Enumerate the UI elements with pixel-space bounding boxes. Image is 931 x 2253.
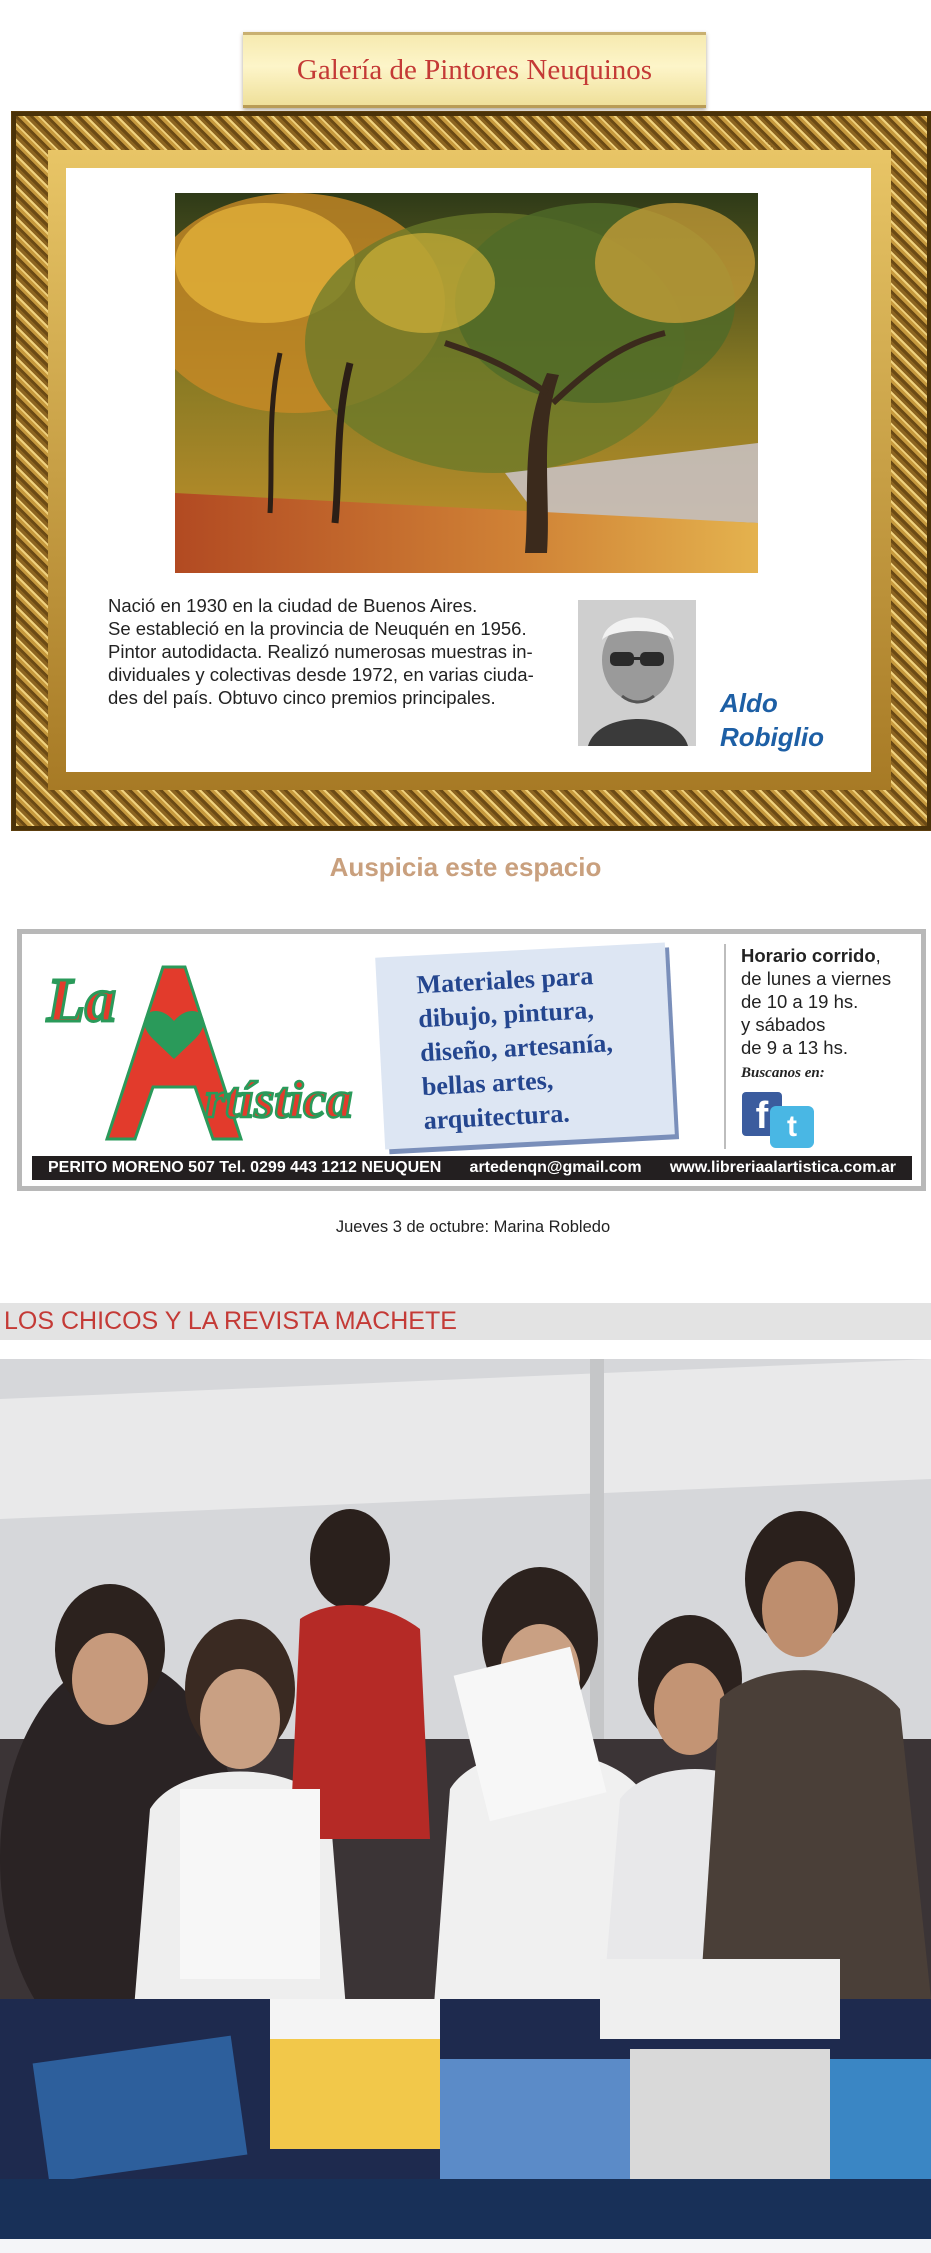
photo-image xyxy=(0,1359,931,2239)
bio-line: Se estableció en la provincia de Neuquén en 1956. xyxy=(108,618,527,639)
materials-line: diseño, artesanía, xyxy=(419,1028,614,1068)
page-bottom-strip xyxy=(0,2239,931,2253)
logo-la: La xyxy=(47,967,116,1035)
bio-line: dividuales y colectivas desde 1972, en varias ciuda- xyxy=(108,664,534,685)
painting-image xyxy=(175,193,758,573)
twitter-icon[interactable]: t xyxy=(770,1106,814,1148)
bio-line: Nació en 1930 en la ciudad de Buenos Aires. xyxy=(108,595,478,616)
painter-biography xyxy=(108,594,568,709)
facebook-icon[interactable]: f xyxy=(742,1092,782,1136)
book-fair-photo xyxy=(0,1359,931,2239)
ad-contact-bar xyxy=(32,1156,912,1180)
landscape-painting xyxy=(175,193,758,573)
painter-last-name: Robiglio xyxy=(720,722,824,752)
hours-line: y sábados xyxy=(741,1014,826,1035)
event-announcement: Jueves 3 de octubre: Marina Robledo xyxy=(335,1218,611,1236)
store-website[interactable]: www.libreriaalartistica.com.ar xyxy=(669,1159,896,1176)
bio-line: des del país. Obtuvo cinco premios principales. xyxy=(108,687,496,708)
materials-line: bellas artes, xyxy=(421,1065,554,1102)
ad-divider xyxy=(724,944,726,1149)
hours-line: de lunes a viernes xyxy=(741,968,892,989)
store-hours: Horario corrido, de lunes a viernes de 10 a 19 hs. y sábados de 9 a 13 hs. xyxy=(741,944,921,1059)
la-artistica-logo xyxy=(45,947,375,1147)
logo-image xyxy=(45,947,375,1147)
bio-line: Pintor autodidacta. Realizó numerosas muestras in- xyxy=(108,641,533,662)
painter-first-name: Aldo xyxy=(720,688,778,718)
gallery-title: Galería de Pintores Neuquinos xyxy=(296,53,653,86)
store-address: PERITO MORENO 507 Tel. 0299 443 1212 NEUQUEN xyxy=(48,1159,442,1176)
materials-list xyxy=(416,956,665,1138)
hours-line: de 10 a 19 hs. xyxy=(741,991,859,1012)
gallery-title-banner xyxy=(243,32,706,108)
sponsor-heading: Auspicia este espacio xyxy=(329,852,602,882)
social-label: Buscanos en: xyxy=(741,1065,825,1081)
hours-heading: Horario corrido xyxy=(741,945,876,966)
store-email[interactable]: artedenqn@gmail.com xyxy=(469,1159,642,1176)
materials-line: Materiales para xyxy=(415,961,594,1000)
materials-line: arquitectura. xyxy=(422,1098,571,1136)
logo-artistica-text: rtística xyxy=(205,1072,353,1129)
hours-line: de 9 a 13 hs. xyxy=(741,1037,848,1058)
section-title: LOS CHICOS Y LA REVISTA MACHETE xyxy=(4,1307,457,1335)
portrait-image xyxy=(578,600,696,746)
painter-portrait xyxy=(578,600,696,746)
painter-name xyxy=(720,686,824,754)
materials-line: dibujo, pintura, xyxy=(417,995,595,1034)
